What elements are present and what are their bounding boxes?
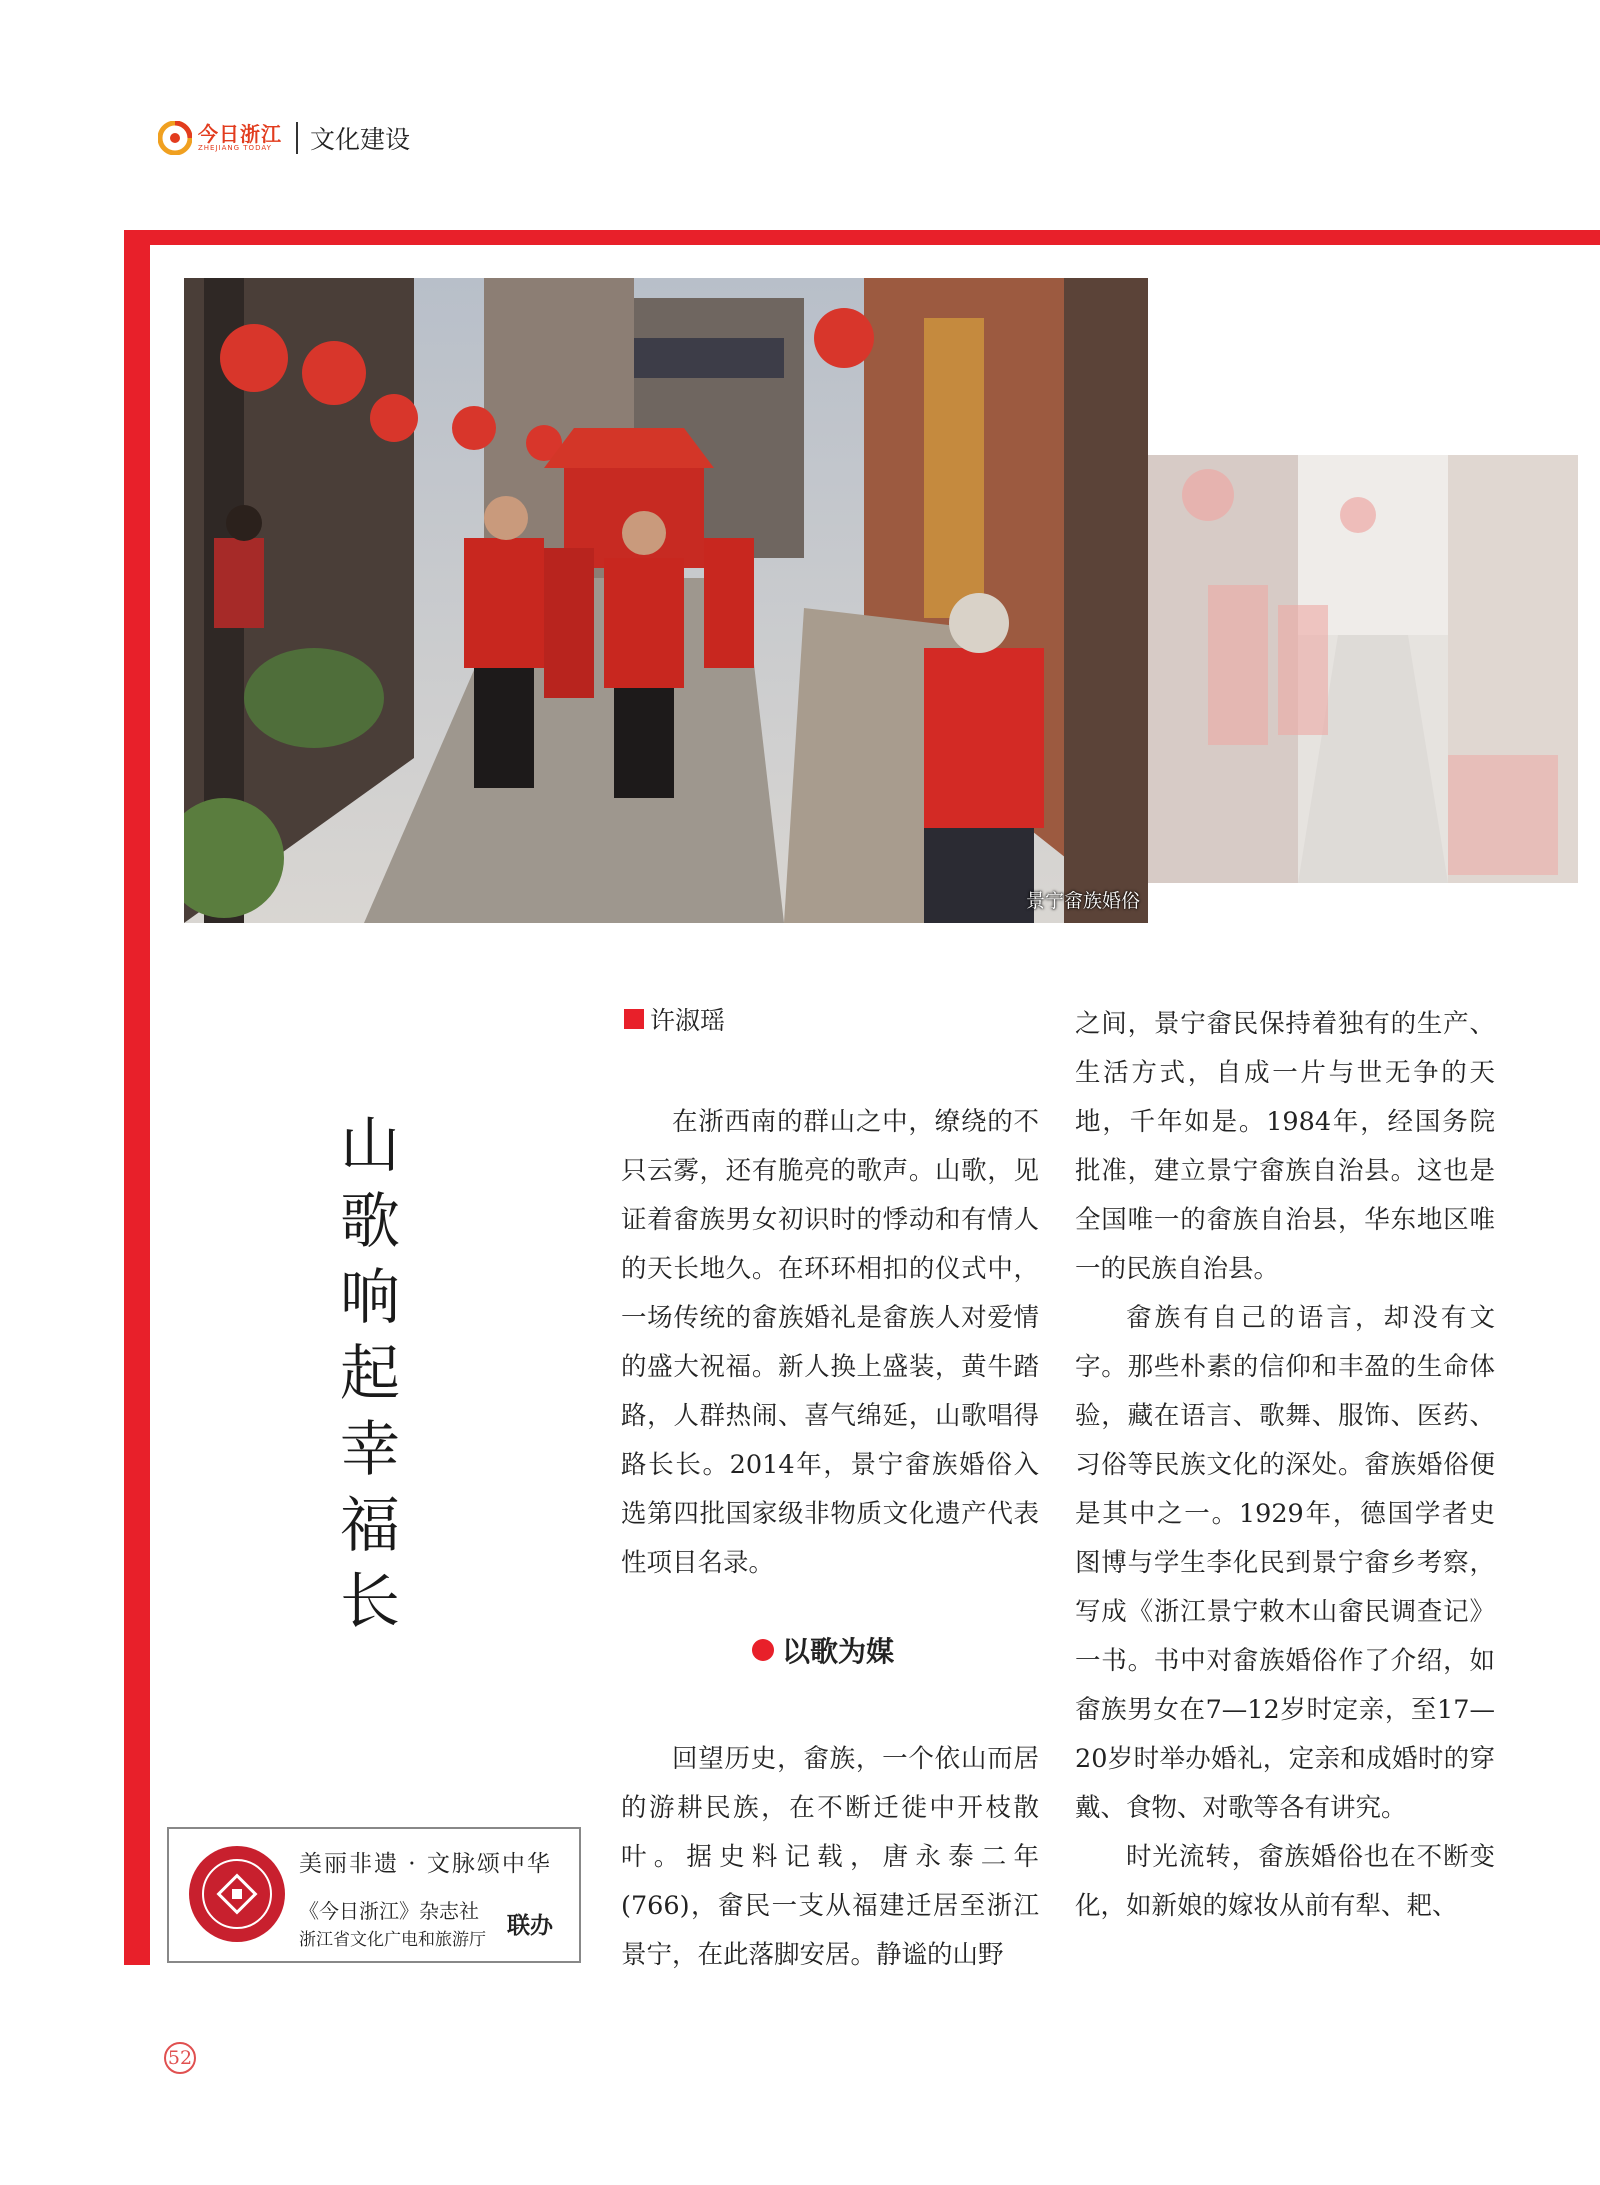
sponsor-magazine: 《今日浙江》杂志社 bbox=[299, 1899, 479, 1923]
sponsor-department: 浙江省文化广电和旅游厅 bbox=[299, 1930, 486, 1950]
section-subheading bbox=[752, 1630, 894, 1670]
magazine-logo bbox=[198, 121, 282, 153]
sponsor-joint-label: 联办 bbox=[507, 1913, 553, 1939]
change-paragraph: 时光流转，畲族婚俗也在不断变化，如新娘的嫁妆从前有犁、耙、 bbox=[1075, 1842, 1495, 1921]
history-paragraph-start: 回望历史，畲族，一个依山而居的游耕民族，在不断迁徙中开枝散叶。据史料记载，唐永泰二年(766)，畲民一支从福建迁居至浙江景宁，在此落脚安居。静谧的山野 bbox=[621, 1744, 1039, 1970]
logo-english: ZHEJIANG TODAY bbox=[198, 143, 272, 152]
logo-chinese: 今日浙江 bbox=[198, 121, 282, 146]
history-paragraph-end: 之间，景宁畲民保持着独有的生产、生活方式，自成一片与世无争的天地，千年如是。1984年，经国务院批准，建立景宁畲族自治县。这也是全国唯一的畲族自治县，华东地区唯一的民族自治县。 bbox=[1075, 1009, 1495, 1284]
language-paragraph: 畲族有自己的语言，却没有文字。那些朴素的信仰和丰盈的生命体验，藏在语言、歌舞、服饰、医药、习俗等民族文化的深处。畲族婚俗便是其中之一。1929年，德国学者史图博与学生李化民到景宁畲乡考察，写成《浙江景宁敕木山畲民调查记》一书。书中对畲族婚俗作了介绍，如畲族男女在7—12岁时定亲，至17—20岁时举办婚礼，定亲和成婚时的穿戴、食物、对歌等各有讲究。 bbox=[1075, 1303, 1495, 1823]
text-column-2 bbox=[1075, 1000, 1495, 1931]
red-dot-icon bbox=[752, 1639, 774, 1661]
sponsor-slogan: 美丽非遗 · 文脉颂中华 bbox=[299, 1851, 552, 1877]
text-column-1 bbox=[621, 1000, 1039, 1980]
page-number: 52 bbox=[164, 2042, 196, 2074]
seal-inner-ring bbox=[202, 1859, 272, 1929]
wedding-procession-photo bbox=[184, 278, 1148, 923]
subheading-text: 以歌为媒 bbox=[782, 1635, 895, 1668]
sponsor-box bbox=[167, 1827, 581, 1963]
author-name: 许淑瑶 bbox=[650, 1006, 726, 1035]
faded-photo-echo bbox=[1148, 455, 1578, 883]
red-frame-left bbox=[124, 230, 150, 1965]
header-divider bbox=[296, 122, 298, 154]
author-spacer bbox=[621, 1000, 1039, 1098]
page-header bbox=[158, 118, 410, 158]
logo-swirl-icon bbox=[158, 121, 192, 155]
article-title: 山歌响起幸福长 bbox=[340, 1111, 400, 1637]
photo-caption: 景宁畲族婚俗 bbox=[1025, 890, 1140, 912]
red-frame-top bbox=[124, 230, 1600, 245]
seal-emblem-icon bbox=[189, 1846, 285, 1942]
section-name: 文化建设 bbox=[310, 125, 411, 154]
intro-paragraph: 在浙西南的群山之中，缭绕的不只云雾，还有脆亮的歌声。山歌，见证着畲族男女初识时的悸动和有情人的天长地久。在环环相扣的仪式中，一场传统的畲族婚礼是畲族人对爱情的盛大祝福。新人换上盛装，黄牛踏路，人群热闹、喜气绵延，山歌唱得路长长。2014年，景宁畲族婚俗入选第四批国家级非物质文化遗产代表性项目名录。 bbox=[621, 1107, 1039, 1578]
